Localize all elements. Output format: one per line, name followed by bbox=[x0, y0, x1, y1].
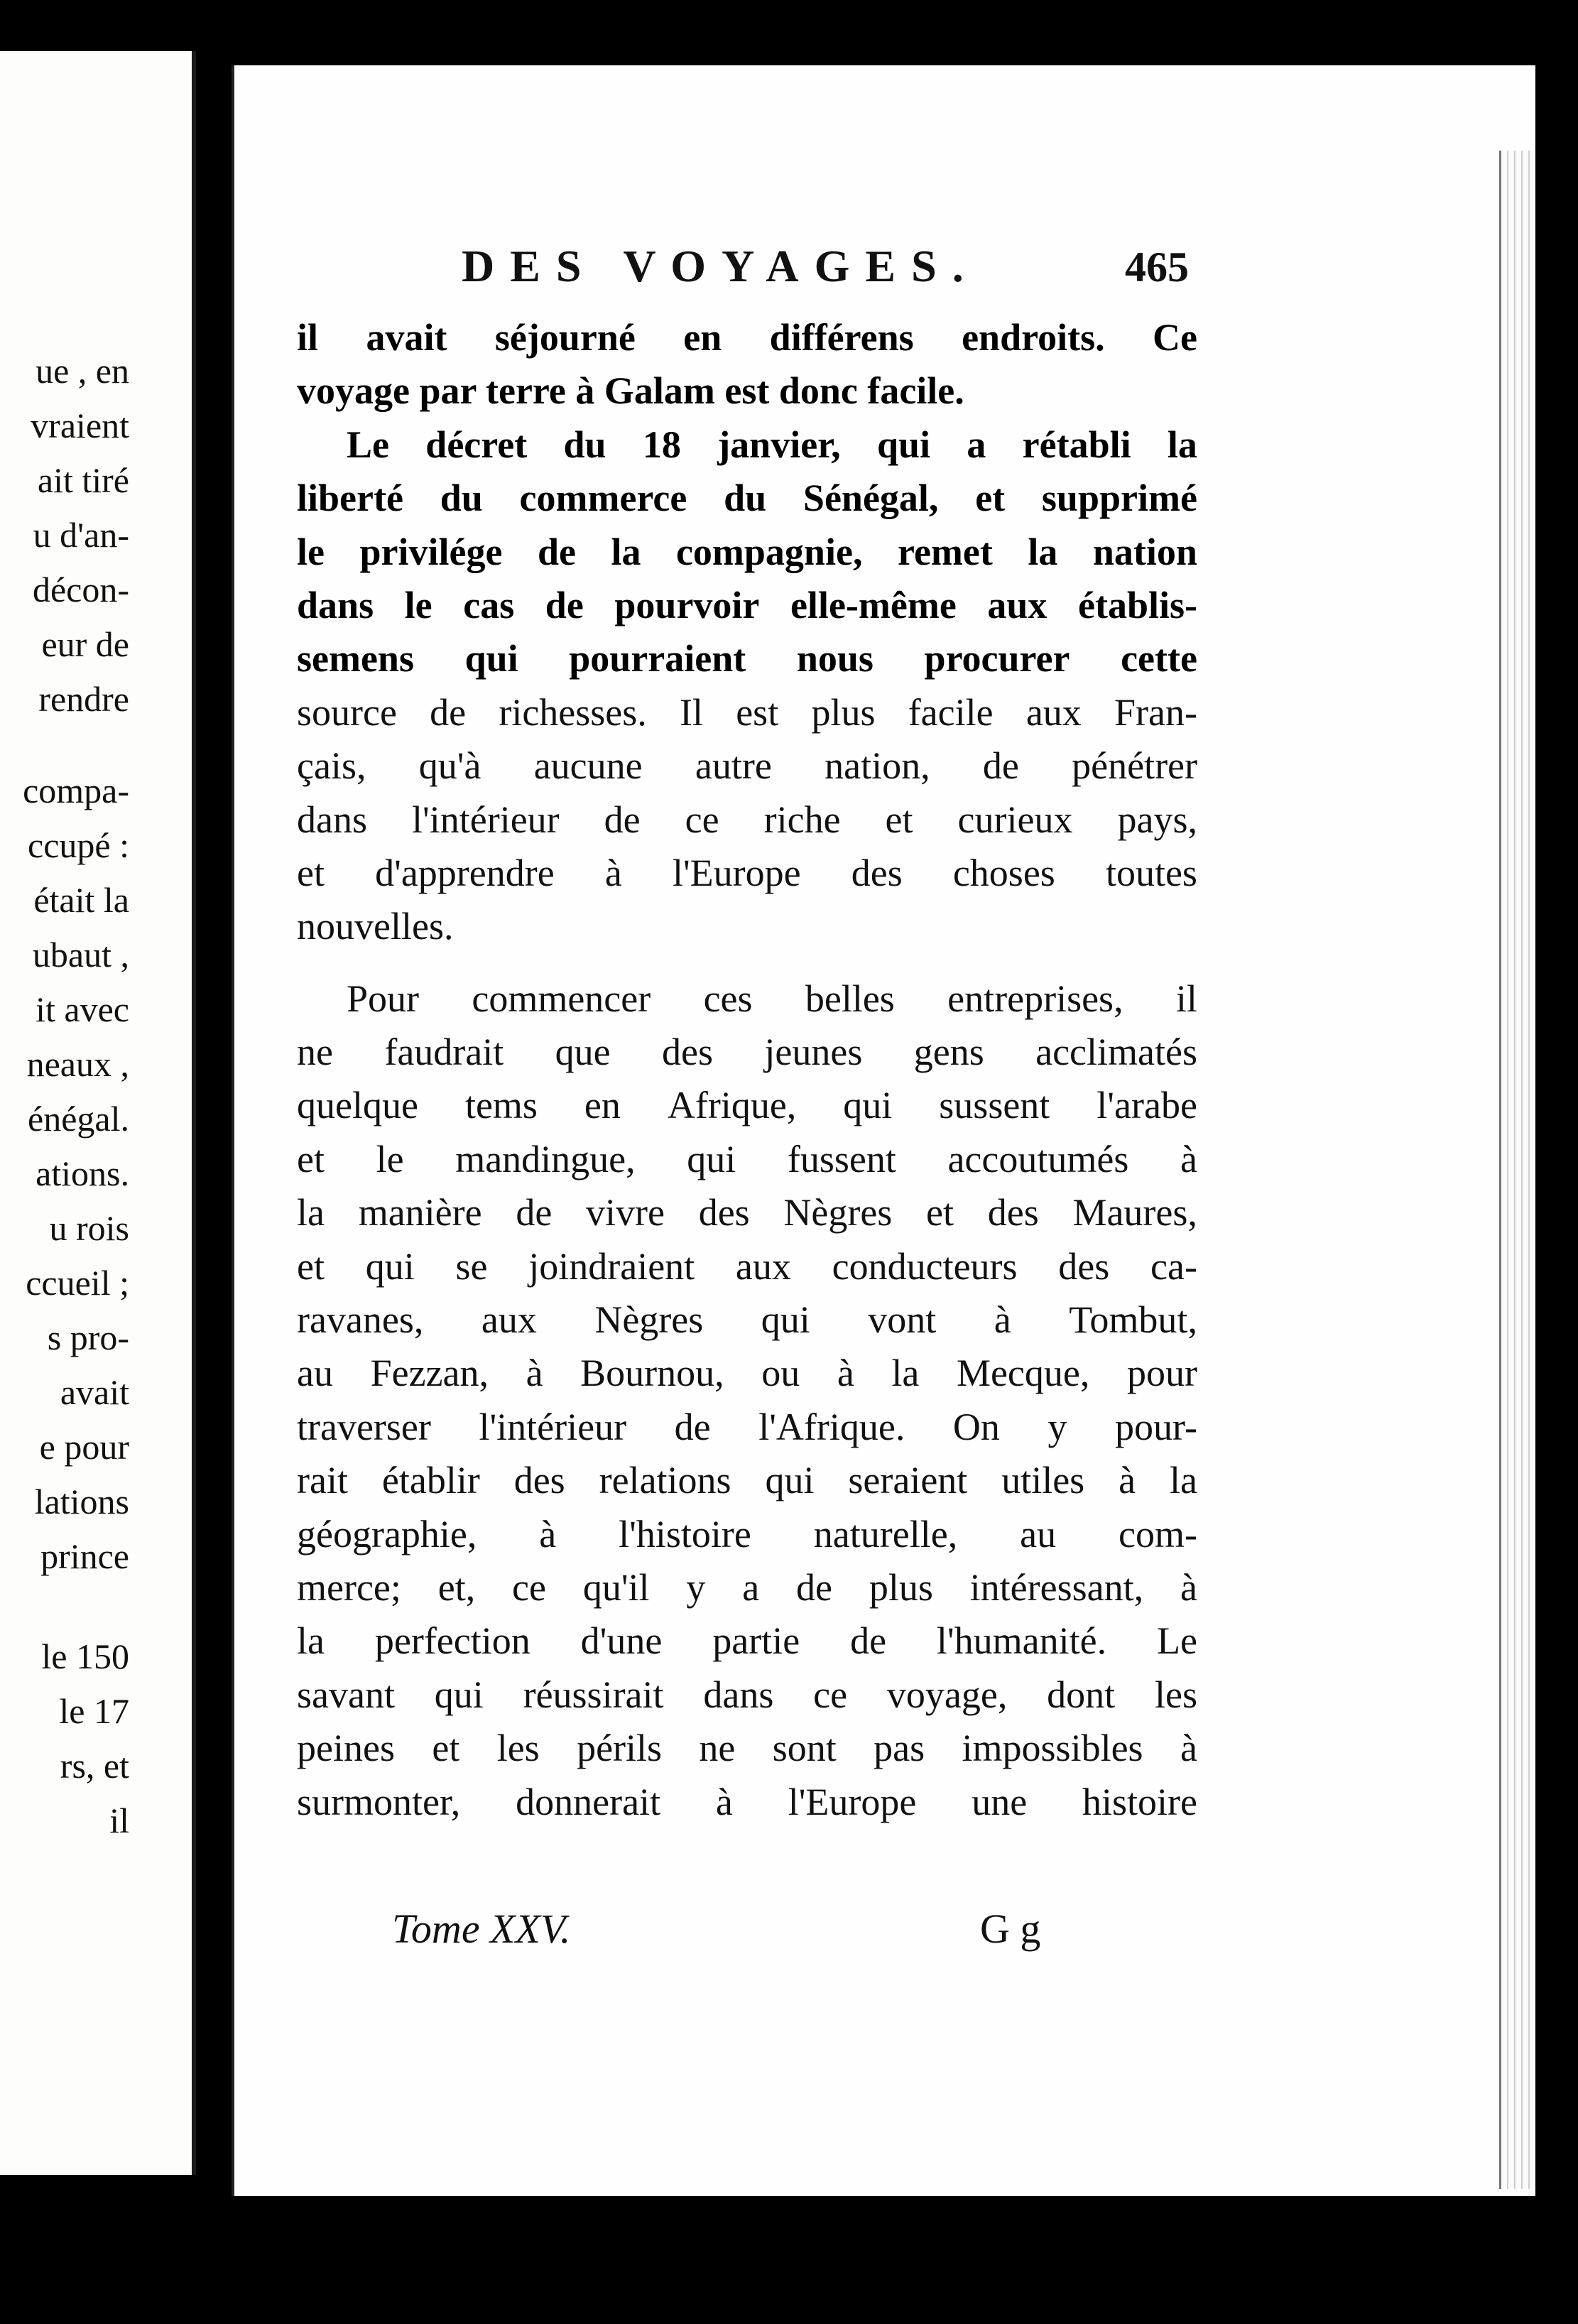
left-page-line: ccueil ; bbox=[26, 1263, 129, 1303]
word: le bbox=[376, 1137, 404, 1180]
text-line bbox=[297, 632, 1197, 685]
left-page-line: ait tiré bbox=[37, 460, 129, 500]
word: gens bbox=[913, 1031, 984, 1074]
word: Nègres bbox=[594, 1298, 704, 1342]
word: accoutumés bbox=[947, 1137, 1129, 1180]
text-line bbox=[297, 526, 1197, 579]
word: Maures, bbox=[1072, 1191, 1197, 1234]
word: nation bbox=[1092, 530, 1197, 573]
word: est bbox=[736, 690, 779, 734]
text-line bbox=[297, 418, 1197, 472]
word: commencer bbox=[472, 977, 651, 1020]
text-line bbox=[297, 1293, 1197, 1347]
word: rétabli bbox=[1022, 423, 1131, 466]
body-text bbox=[297, 311, 1197, 1829]
word: du bbox=[724, 477, 767, 520]
word: à bbox=[604, 851, 622, 894]
word: riche bbox=[763, 798, 841, 841]
sheet-mark: G g bbox=[980, 1906, 1041, 1952]
word: pourvoir bbox=[614, 583, 760, 626]
word: pour bbox=[1126, 1352, 1197, 1395]
word: histoire bbox=[1082, 1780, 1197, 1823]
left-page-line: it avec bbox=[36, 989, 129, 1029]
word: la bbox=[297, 1619, 325, 1663]
word: l'Europe bbox=[788, 1780, 917, 1823]
word: de bbox=[674, 1405, 711, 1448]
word: plus bbox=[811, 690, 876, 734]
word: qu'il bbox=[582, 1565, 650, 1609]
word: qui bbox=[464, 637, 518, 680]
word: Nègres bbox=[783, 1191, 893, 1234]
running-head bbox=[234, 240, 1200, 304]
word: rait bbox=[297, 1459, 348, 1502]
word: entreprises, bbox=[947, 977, 1123, 1020]
word: et, bbox=[437, 1565, 476, 1609]
word: supprimé bbox=[1041, 477, 1197, 520]
text-line bbox=[297, 1508, 1197, 1561]
paragraph-gap bbox=[297, 954, 1197, 972]
word: ne bbox=[297, 1031, 333, 1074]
word: différens bbox=[769, 316, 914, 359]
word: à bbox=[1180, 1137, 1197, 1180]
word: l'arabe bbox=[1097, 1084, 1197, 1127]
word: Mecque, bbox=[956, 1352, 1090, 1395]
word: nous bbox=[796, 637, 874, 680]
text-line bbox=[297, 579, 1197, 632]
word: aux bbox=[1025, 690, 1082, 734]
left-page-line: ubaut , bbox=[32, 935, 129, 974]
word: Tombut, bbox=[1069, 1298, 1197, 1342]
word: aucune bbox=[533, 744, 643, 788]
word: l'Europe bbox=[672, 851, 801, 894]
word: de bbox=[516, 1191, 553, 1234]
word: établis- bbox=[1078, 583, 1197, 626]
word: manière bbox=[358, 1191, 482, 1234]
word: des bbox=[662, 1031, 713, 1074]
text-line bbox=[297, 1240, 1197, 1293]
text-line bbox=[297, 1614, 1197, 1668]
word: partie bbox=[712, 1619, 800, 1663]
word: décret bbox=[425, 423, 528, 466]
word: les bbox=[496, 1727, 540, 1770]
left-page-line: ations. bbox=[36, 1153, 129, 1193]
word: Fran- bbox=[1114, 690, 1197, 734]
word: du bbox=[440, 477, 483, 520]
left-page-line: rs, et bbox=[60, 1746, 129, 1786]
word: et bbox=[297, 851, 325, 894]
text-line bbox=[297, 1668, 1197, 1722]
word: endroits. bbox=[962, 316, 1105, 359]
word: établir bbox=[381, 1459, 480, 1502]
word: dans bbox=[297, 583, 374, 626]
word: en bbox=[683, 316, 722, 359]
word: il bbox=[297, 316, 319, 359]
page-edge bbox=[1499, 151, 1535, 2189]
word: Il bbox=[680, 690, 703, 734]
word: vont bbox=[868, 1298, 937, 1342]
word: avait bbox=[366, 316, 447, 359]
text-line bbox=[297, 1454, 1197, 1507]
word: belles bbox=[805, 977, 895, 1020]
left-page-line: neaux , bbox=[26, 1044, 129, 1084]
word: remet bbox=[897, 530, 993, 573]
word: il bbox=[1175, 977, 1197, 1020]
text-line bbox=[297, 1776, 1197, 1829]
word: impossibles bbox=[962, 1727, 1143, 1770]
word: à bbox=[1180, 1565, 1197, 1609]
word: à bbox=[837, 1352, 854, 1395]
text-line bbox=[297, 1026, 1197, 1079]
left-page-line: était la bbox=[33, 880, 129, 920]
word: plus bbox=[869, 1565, 933, 1609]
text-line bbox=[297, 793, 1197, 847]
word: de bbox=[796, 1565, 832, 1609]
word: compagnie, bbox=[675, 530, 863, 573]
word: à bbox=[1180, 1727, 1197, 1770]
word: et bbox=[432, 1727, 460, 1770]
word: ne bbox=[699, 1727, 736, 1770]
word: faudrait bbox=[384, 1031, 504, 1074]
word: des bbox=[987, 1191, 1039, 1234]
word: l'humanité. bbox=[936, 1619, 1107, 1663]
word: facile bbox=[908, 690, 994, 734]
word: richesses. bbox=[499, 690, 647, 734]
word: procurer bbox=[924, 637, 1070, 680]
word: sussent bbox=[939, 1084, 1050, 1127]
word: de bbox=[850, 1619, 887, 1663]
word: réussirait bbox=[523, 1673, 664, 1716]
main-page bbox=[232, 65, 1535, 2196]
word: la bbox=[297, 1191, 325, 1234]
word: y bbox=[686, 1565, 706, 1609]
text-line bbox=[297, 847, 1197, 900]
word: 18 bbox=[642, 423, 681, 466]
left-page-line: il bbox=[109, 1801, 129, 1840]
word: et bbox=[297, 1137, 325, 1180]
word: que bbox=[555, 1031, 611, 1074]
word: merce; bbox=[297, 1565, 401, 1609]
word: a bbox=[742, 1565, 760, 1609]
word: des bbox=[698, 1191, 750, 1234]
word: la bbox=[891, 1352, 920, 1395]
word: pays, bbox=[1117, 798, 1197, 841]
text-line bbox=[297, 686, 1197, 739]
word: liberté bbox=[297, 477, 403, 520]
word: a bbox=[967, 423, 986, 466]
word: séjourné bbox=[494, 316, 636, 359]
left-page-line: eur de bbox=[41, 624, 129, 664]
word: au bbox=[1020, 1512, 1057, 1555]
left-page-line: ccupé : bbox=[28, 825, 129, 865]
word: pas bbox=[874, 1727, 925, 1770]
word: ce bbox=[813, 1673, 848, 1716]
word: commerce bbox=[519, 477, 687, 520]
word: d'une bbox=[580, 1619, 663, 1663]
word: qui bbox=[434, 1673, 484, 1716]
left-page-gap bbox=[23, 727, 129, 764]
word: à bbox=[1119, 1459, 1136, 1502]
word: dans bbox=[703, 1673, 774, 1716]
word: relations bbox=[599, 1459, 731, 1502]
word: ca- bbox=[1150, 1244, 1197, 1288]
word: ou bbox=[761, 1352, 800, 1395]
word: aux bbox=[987, 583, 1048, 626]
word: à bbox=[994, 1298, 1011, 1342]
text-line bbox=[297, 472, 1197, 525]
word: des bbox=[851, 851, 903, 894]
word: çais, bbox=[297, 744, 366, 788]
left-page-line: prince bbox=[40, 1536, 129, 1576]
word: à bbox=[526, 1352, 543, 1395]
word: acclimatés bbox=[1035, 1031, 1197, 1074]
word: surmonter, bbox=[297, 1780, 461, 1823]
word: et bbox=[926, 1191, 954, 1234]
left-page-gap bbox=[23, 1584, 129, 1629]
word: géographie, bbox=[297, 1512, 477, 1555]
word: quelque bbox=[297, 1084, 418, 1127]
word: utiles bbox=[1001, 1459, 1085, 1502]
word: du bbox=[563, 423, 606, 466]
word: dont bbox=[1047, 1673, 1116, 1716]
word: voyage, bbox=[886, 1673, 1008, 1716]
word: une bbox=[972, 1780, 1028, 1823]
left-page-line: u rois bbox=[49, 1208, 129, 1248]
left-page-text bbox=[23, 344, 129, 1848]
page-footer bbox=[234, 1905, 1200, 1969]
word: Le bbox=[347, 423, 389, 466]
word: intéressant, bbox=[969, 1565, 1144, 1609]
word: source bbox=[297, 690, 397, 734]
word: peines bbox=[297, 1727, 395, 1770]
word: Bournou, bbox=[580, 1352, 724, 1395]
word: aux bbox=[481, 1298, 537, 1342]
word: sont bbox=[772, 1727, 837, 1770]
word: qui bbox=[843, 1084, 893, 1127]
word: d'apprendre bbox=[375, 851, 555, 894]
left-page-line: u d'an- bbox=[33, 515, 129, 555]
word: en bbox=[584, 1084, 621, 1127]
word: Sénégal, bbox=[802, 477, 939, 520]
word: vivre bbox=[586, 1191, 665, 1234]
word: conducteurs bbox=[832, 1244, 1018, 1288]
page-number: 465 bbox=[1125, 244, 1189, 290]
word: seraient bbox=[848, 1459, 968, 1502]
word: joindraient bbox=[528, 1244, 695, 1288]
word: Afrique, bbox=[667, 1084, 797, 1127]
word: pour- bbox=[1115, 1405, 1197, 1448]
word: pourraient bbox=[569, 637, 746, 680]
left-page-line: ue , en bbox=[36, 351, 129, 391]
word: cas bbox=[463, 583, 515, 626]
word: les bbox=[1154, 1673, 1197, 1716]
word: jeunes bbox=[764, 1031, 863, 1074]
word: y bbox=[1048, 1405, 1067, 1448]
word: ravanes, bbox=[297, 1298, 424, 1342]
left-page-line: compa- bbox=[23, 771, 129, 810]
word: On bbox=[952, 1405, 1000, 1448]
word: Ce bbox=[1153, 316, 1197, 359]
text-line bbox=[297, 311, 1197, 364]
word: toutes bbox=[1105, 851, 1197, 894]
word: la bbox=[1028, 530, 1058, 573]
text-line bbox=[297, 1347, 1197, 1400]
word: Le bbox=[1157, 1619, 1197, 1663]
word: com- bbox=[1118, 1512, 1197, 1555]
word: l'histoire bbox=[619, 1512, 751, 1555]
left-page-line: le 150 bbox=[41, 1636, 129, 1676]
word: de bbox=[537, 530, 576, 573]
left-page-line: énégal. bbox=[28, 1099, 129, 1139]
word: qui bbox=[687, 1137, 736, 1180]
word: des bbox=[513, 1459, 565, 1502]
word: ce bbox=[512, 1565, 546, 1609]
left-page-line: vraient bbox=[31, 406, 129, 445]
left-page-line: lations bbox=[34, 1482, 129, 1521]
word: donnerait bbox=[516, 1780, 661, 1823]
text-line bbox=[297, 1186, 1197, 1239]
word: tems bbox=[464, 1084, 538, 1127]
word: qui bbox=[765, 1459, 815, 1502]
text-line bbox=[297, 1722, 1197, 1775]
text-line bbox=[297, 972, 1197, 1026]
volume-signature: Tome XXV. bbox=[392, 1906, 571, 1952]
word: ces bbox=[703, 977, 753, 1020]
word: au bbox=[297, 1352, 333, 1395]
word: et bbox=[975, 477, 1006, 520]
word: Pour bbox=[347, 977, 420, 1020]
word: le bbox=[404, 583, 432, 626]
word: elle-même bbox=[790, 583, 957, 626]
text-line bbox=[297, 1401, 1197, 1454]
word: aux bbox=[735, 1244, 791, 1288]
word: perfection bbox=[374, 1619, 530, 1663]
left-facing-page bbox=[0, 51, 196, 2175]
running-head-title: DES VOYAGES. bbox=[462, 241, 979, 291]
word: traverser bbox=[297, 1405, 431, 1448]
word: des bbox=[1058, 1244, 1110, 1288]
text-line bbox=[297, 739, 1197, 793]
word: privilége bbox=[359, 530, 503, 573]
word: l'Afrique. bbox=[758, 1405, 905, 1448]
left-page-line: s pro- bbox=[47, 1318, 129, 1357]
left-page-line: rendre bbox=[38, 679, 129, 719]
word: l'intérieur bbox=[479, 1405, 627, 1448]
word: l'intérieur bbox=[412, 798, 560, 841]
text-line bbox=[297, 1561, 1197, 1614]
word: la bbox=[1167, 423, 1197, 466]
word: ce bbox=[685, 798, 719, 841]
word: pénétrer bbox=[1072, 744, 1197, 788]
word: de bbox=[604, 798, 641, 841]
word: la bbox=[1169, 1459, 1197, 1502]
word: de bbox=[545, 583, 584, 626]
word: curieux bbox=[957, 798, 1073, 841]
word: à bbox=[539, 1512, 557, 1555]
text-line bbox=[297, 1133, 1197, 1186]
word: qu'à bbox=[418, 744, 481, 788]
word: de bbox=[430, 690, 467, 734]
word: naturelle, bbox=[813, 1512, 958, 1555]
text-line bbox=[297, 1079, 1197, 1132]
word: qui bbox=[365, 1244, 415, 1288]
word: et bbox=[885, 798, 913, 841]
text-line: nouvelles. bbox=[297, 905, 454, 948]
word: cette bbox=[1121, 637, 1197, 680]
word: Fezzan, bbox=[370, 1352, 489, 1395]
word: mandingue, bbox=[455, 1137, 636, 1180]
word: et bbox=[297, 1244, 325, 1288]
word: qui bbox=[876, 423, 931, 466]
word: se bbox=[455, 1244, 488, 1288]
word: autre bbox=[695, 744, 772, 788]
left-page-line: décon- bbox=[32, 570, 129, 609]
word: nation, bbox=[825, 744, 930, 788]
word: qui bbox=[761, 1298, 810, 1342]
word: la bbox=[611, 530, 641, 573]
word: à bbox=[715, 1780, 733, 1823]
word: semens bbox=[297, 637, 414, 680]
word: fussent bbox=[787, 1137, 896, 1180]
word: janvier, bbox=[717, 423, 841, 466]
word: le bbox=[297, 530, 325, 573]
left-page-line: le 17 bbox=[59, 1691, 129, 1731]
word: savant bbox=[297, 1673, 395, 1716]
word: choses bbox=[952, 851, 1055, 894]
left-page-line: e pour bbox=[39, 1427, 129, 1467]
text-line: voyage par terre à Galam est donc facile. bbox=[297, 369, 964, 413]
word: dans bbox=[297, 798, 367, 841]
word: de bbox=[982, 744, 1019, 788]
left-page-line: avait bbox=[60, 1372, 129, 1412]
word: périls bbox=[577, 1727, 663, 1770]
